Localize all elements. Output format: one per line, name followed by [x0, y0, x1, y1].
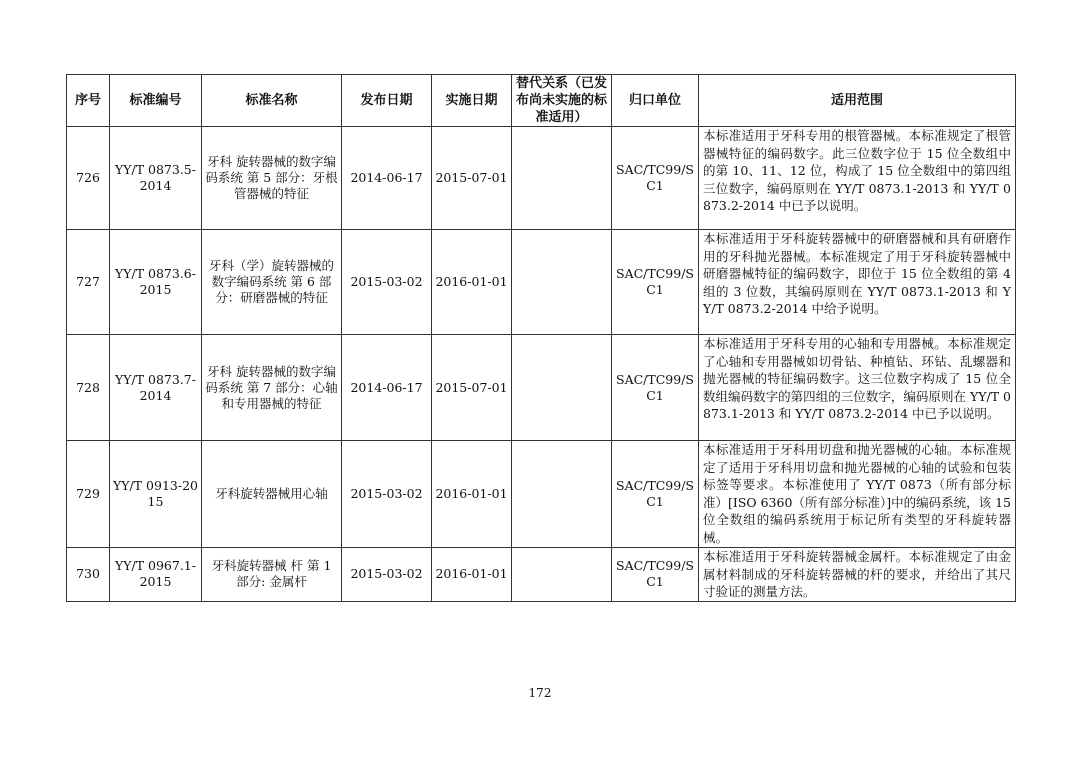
header-unit: 归口单位	[612, 75, 699, 127]
cell-code: YY/T 0967.1-2015	[110, 548, 202, 602]
header-scope: 适用范围	[699, 75, 1016, 127]
cell-publish-date: 2014-06-17	[342, 127, 432, 230]
cell-implement-date: 2016-01-01	[432, 441, 512, 548]
table-row	[67, 441, 1016, 548]
header-publish-date: 发布日期	[342, 75, 432, 127]
header-code: 标准编号	[110, 75, 202, 127]
header-replacement: 替代关系（已发布尚未实施的标准适用）	[512, 75, 612, 127]
cell-scope: 本标准适用于牙科旋转器械金属杆。本标准规定了由金属材料制成的牙科旋转器械的杆的要求，并给出了其尺寸验证的测量方法。	[699, 548, 1016, 602]
cell-name: 牙科旋转器械 杆 第 1 部分: 金属杆	[202, 548, 342, 602]
header-implement-date: 实施日期	[432, 75, 512, 127]
cell-name: 牙科 旋转器械的数字编码系统 第 7 部分：心轴和专用器械的特征	[202, 335, 342, 441]
header-row	[67, 75, 1016, 127]
cell-publish-date: 2015-03-02	[342, 441, 432, 548]
cell-publish-date: 2015-03-02	[342, 230, 432, 335]
cell-name: 牙科旋转器械用心轴	[202, 441, 342, 548]
cell-replacement	[512, 548, 612, 602]
standards-table	[66, 74, 1016, 602]
cell-publish-date: 2015-03-02	[342, 548, 432, 602]
cell-implement-date: 2015-07-01	[432, 127, 512, 230]
table-row	[67, 230, 1016, 335]
cell-publish-date: 2014-06-17	[342, 335, 432, 441]
cell-name: 牙科 旋转器械的数字编码系统 第 5 部分：牙根管器械的特征	[202, 127, 342, 230]
cell-replacement	[512, 127, 612, 230]
cell-code: YY/T 0913-2015	[110, 441, 202, 548]
cell-replacement	[512, 335, 612, 441]
cell-code: YY/T 0873.7-2014	[110, 335, 202, 441]
cell-no: 729	[67, 441, 110, 548]
cell-no: 726	[67, 127, 110, 230]
cell-name: 牙科（学）旋转器械的数字编码系统 第 6 部分：研磨器械的特征	[202, 230, 342, 335]
cell-unit: SAC/TC99/SC1	[612, 127, 699, 230]
cell-no: 728	[67, 335, 110, 441]
cell-scope: 本标准适用于牙科旋转器械中的研磨器械和具有研磨作用的牙科抛光器械。本标准规定了用于牙科旋转器械中研磨器械特征的编码数字，即位于 15 位全数组的第 4 组的 3 位数，其编码原则在 YY/T 0873.1-2013 和 YY/T 0873.2-2014 中给予说明。	[699, 230, 1016, 335]
cell-implement-date: 2016-01-01	[432, 548, 512, 602]
page-number: 172	[528, 686, 552, 700]
cell-replacement	[512, 230, 612, 335]
cell-code: YY/T 0873.5-2014	[110, 127, 202, 230]
cell-unit: SAC/TC99/SC1	[612, 230, 699, 335]
cell-implement-date: 2016-01-01	[432, 230, 512, 335]
table-row	[67, 335, 1016, 441]
cell-scope: 本标准适用于牙科专用的心轴和专用器械。本标准规定了心轴和专用器械如切骨钻、种植钻、环钻、乱螺器和抛光器械的特征编码数字。这三位数字构成了 15 位全数组编码数字的第四组的三位数字，编码原则在 YY/T 0873.1-2013 和 YY/T 0873.2-2014 中已予以说明。	[699, 335, 1016, 441]
cell-no: 727	[67, 230, 110, 335]
cell-unit: SAC/TC99/SC1	[612, 548, 699, 602]
cell-scope: 本标准适用于牙科用切盘和抛光器械的心轴。本标准规定了适用于牙科用切盘和抛光器械的心轴的试验和包装标签等要求。本标准使用了 YY/T 0873（所有部分标准）[ISO 6360（所有部分标准）]中的编码系统，该 15 位全数组的编码系统用于标记所有类型的牙科旋转器械。	[699, 441, 1016, 548]
cell-implement-date: 2015-07-01	[432, 335, 512, 441]
cell-code: YY/T 0873.6-2015	[110, 230, 202, 335]
cell-scope: 本标准适用于牙科专用的根管器械。本标准规定了根管器械特征的编码数字。此三位数字位于 15 位全数组中的第 10、11、12 位，构成了 15 位全数组中的第四组三位数字，编码原则在 YY/T 0873.1-2013 和 YY/T 0873.2-2014 中已予以说明。	[699, 127, 1016, 230]
header-no: 序号	[67, 75, 110, 127]
cell-replacement	[512, 441, 612, 548]
table-row	[67, 548, 1016, 602]
header-name: 标准名称	[202, 75, 342, 127]
cell-no: 730	[67, 548, 110, 602]
cell-unit: SAC/TC99/SC1	[612, 335, 699, 441]
table-row	[67, 127, 1016, 230]
cell-unit: SAC/TC99/SC1	[612, 441, 699, 548]
